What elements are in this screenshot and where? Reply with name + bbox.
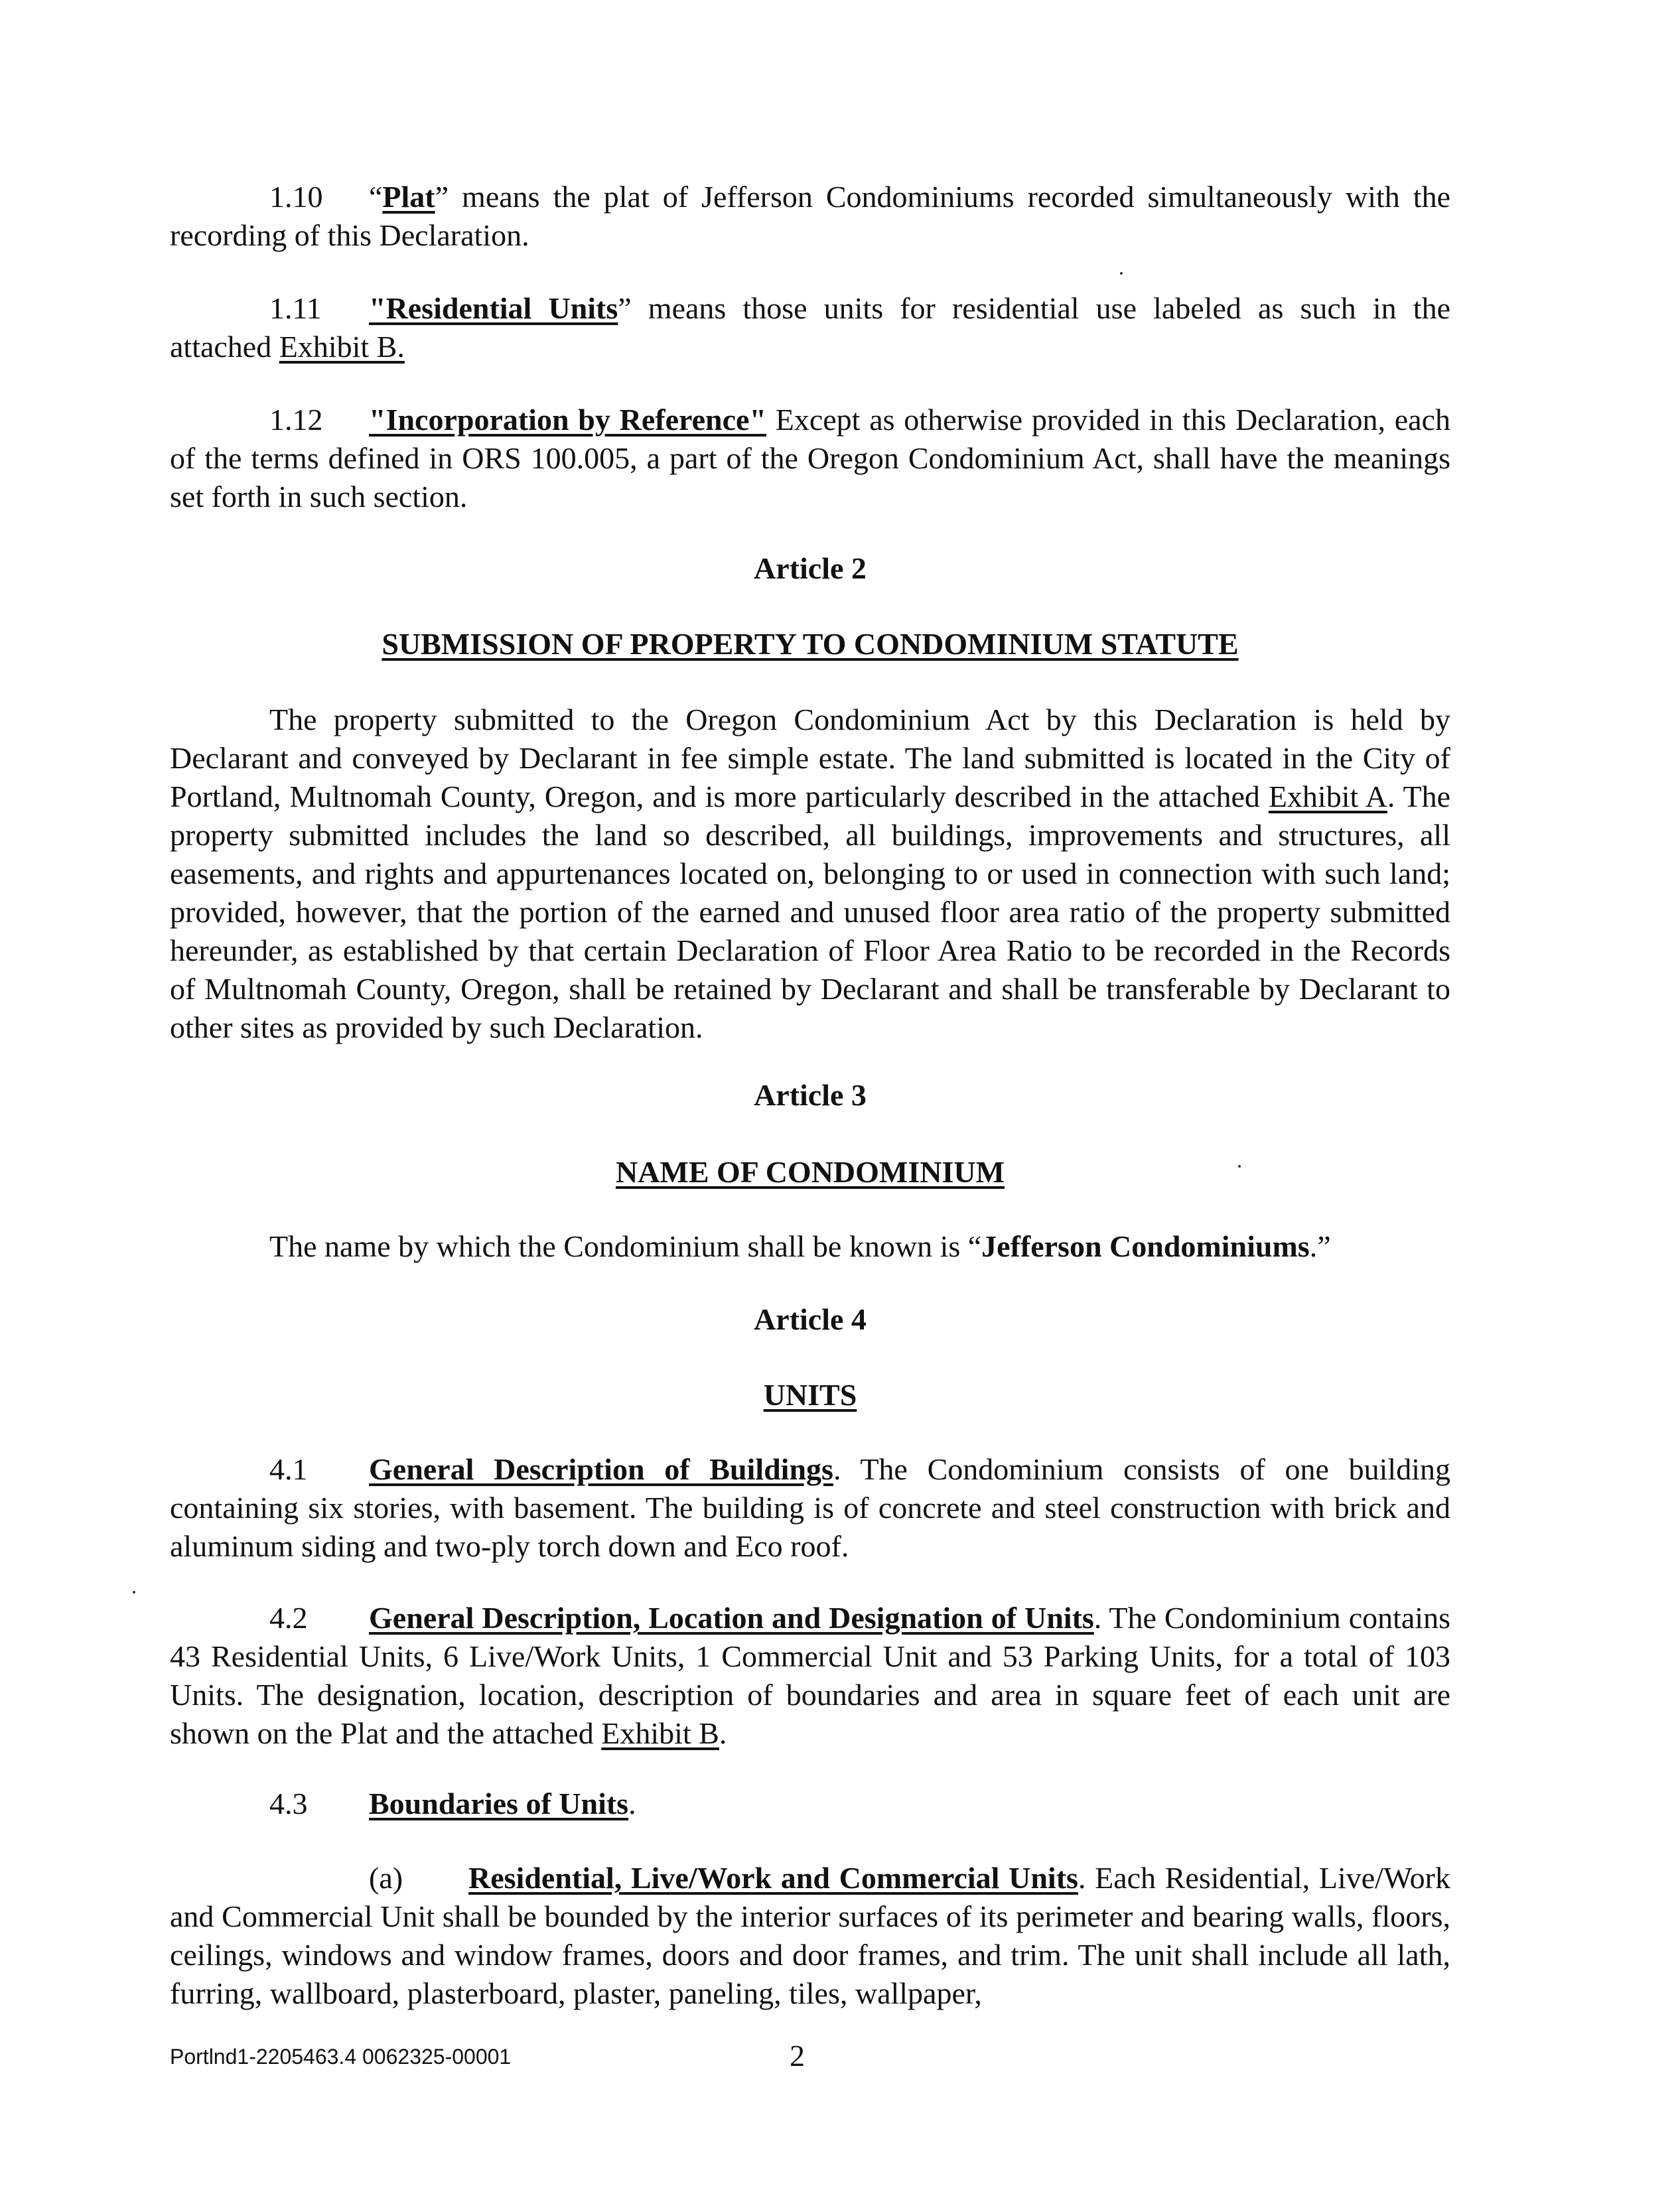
definition-1-10: [170, 178, 1450, 255]
scan-speck: [1120, 272, 1123, 275]
article-2-label: Article 2: [754, 551, 867, 585]
defined-term: "Incorporation by Reference": [369, 403, 766, 437]
exhibit-reference: Exhibit B: [601, 1716, 719, 1750]
condominium-name: Jefferson Condominiums: [981, 1229, 1310, 1263]
page-number: 2: [790, 2039, 805, 2073]
subsection-heading: Residential, Live/Work and Commercial Units: [468, 1861, 1078, 1895]
definition-text: Except as otherwise provided in this Declaration, each of the terms defined in ORS 100.005, a part of the Oregon Condominium Act, shall have the meanings set forth in such section.: [170, 403, 1451, 513]
section-number: 4.3: [269, 1787, 308, 1820]
definition-1-12: [170, 401, 1450, 516]
close-quote: ”: [435, 180, 449, 214]
article-4-label: Article 4: [754, 1302, 867, 1336]
scan-speck: [133, 1591, 135, 1594]
open-quote: ": [369, 291, 386, 325]
definition-text: means the plat of Jefferson Condominiums recorded simultaneously with the recording of this Declaration.: [170, 180, 1450, 252]
article-2-body: The property submitted to the Oregon Condominium Act by this Declaration is held by Declarant and conveyed by Declarant in fee simple estate. The land submitted is located in the City of Portland, Multnomah County, Oregon, and is more particularly described in the attached Exhibit A. The property submitted includes the land so described, all buildings, improvements and structures, all easements, and rights and appurtenances located on, belonging to or used in connection with such land; provided, however, that the portion of the earned and unused floor area ratio of the property submitted hereunder, as established by that certain Declaration of Floor Area Ratio to be recorded in the Records of Multnomah County, Oregon, shall be retained by Declarant and shall be transferable by Declarant to other sites as provided by such Declaration.: [170, 703, 1450, 1044]
exhibit-reference: Exhibit A: [1268, 780, 1387, 813]
section-number: 4.2: [269, 1601, 308, 1635]
definition-text: means those units for residential use labeled as such in the attached: [170, 291, 1450, 364]
open-quote: “: [369, 180, 383, 214]
section-heading: Boundaries of Units: [369, 1787, 629, 1820]
section-number: 4.1: [269, 1452, 308, 1486]
scan-speck: [1238, 1165, 1241, 1168]
section-number: 1.10: [269, 180, 323, 214]
close-quote: ”: [618, 291, 632, 325]
section-4-1: 4.1 General Description of Buildings. The Condominium consists of one building containing six stories, with basement. The building is of concrete and steel construction with brick and aluminum siding and two-ply torch down and Eco roof.: [170, 1450, 1450, 1566]
section-4-2: 4.2 General Description, Location and Designation of Units. The Condominium contains 43 Residential Units, 6 Live/Work Units, 1 Commercial Unit and 53 Parking Units, for a total of 103 Units. The designation, location, description of boundaries and area in square feet of each unit are shown on the Plat and the attached Exhibit B.: [170, 1599, 1450, 1753]
article-4-title: UNITS: [763, 1378, 857, 1412]
article-2-title: SUBMISSION OF PROPERTY TO CONDOMINIUM STATUTE: [382, 627, 1239, 661]
defined-term: Plat: [382, 180, 435, 214]
exhibit-reference: Exhibit B.: [279, 330, 405, 364]
section-heading: General Description of Buildings: [369, 1452, 833, 1486]
article-3-title: NAME OF CONDOMINIUM: [615, 1155, 1005, 1189]
definition-1-11: [170, 289, 1450, 366]
article-3-body: The name by which the Condominium shall be known is “Jefferson Condominiums.”: [269, 1229, 1331, 1263]
section-4-3: 4.3 Boundaries of Units.: [170, 1785, 1450, 1823]
section-number: 1.11: [269, 291, 322, 325]
defined-term: Residential Units: [385, 291, 618, 325]
section-heading: General Description, Location and Designation of Units: [369, 1601, 1094, 1635]
section-4-3-a: (a) Residential, Live/Work and Commercial Units. Each Residential, Live/Work and Commercial Unit shall be bounded by the interior surfaces of its perimeter and bearing walls, floors, ceilings, windows and window frames, doors and door frames, and trim. The unit shall include all lath, furring, wallboard, plasterboard, plaster, paneling, tiles, wallpaper,: [170, 1859, 1450, 2013]
article-3-label: Article 3: [754, 1078, 867, 1112]
subsection-letter: (a): [369, 1861, 403, 1895]
document-id: Portlnd1-2205463.4 0062325-00001: [170, 2045, 512, 2069]
section-number: 1.12: [269, 403, 323, 437]
